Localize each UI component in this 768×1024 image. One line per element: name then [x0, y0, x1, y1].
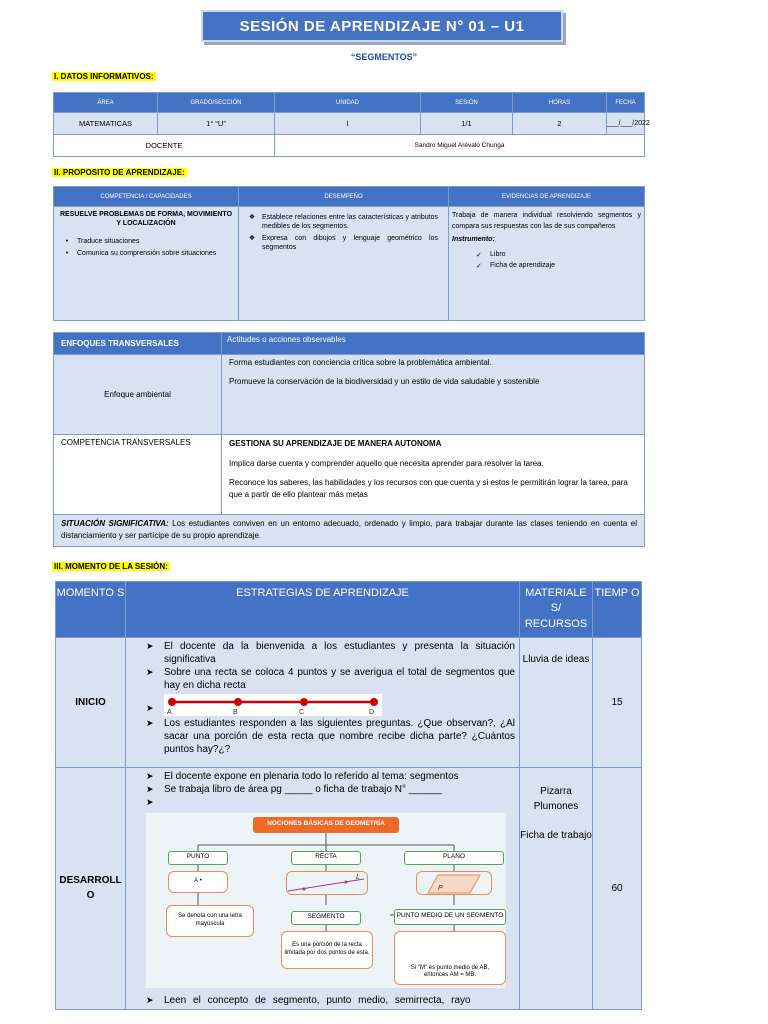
enfoque-name: Enfoque ambiental [54, 355, 222, 435]
segmento-desc-box: Es una porción de la recta limitada por dos puntos de esta. [281, 931, 373, 969]
instrumento-item: Libro [490, 251, 506, 259]
datos-header: ÁREA [54, 93, 158, 113]
materiales-inicio: Lluvia de ideas [520, 638, 593, 768]
datos-header: UNIDAD [275, 93, 421, 113]
plano-box: PLANO [404, 851, 504, 865]
enfoques-header: ENFOQUES TRANSVERSALES [54, 333, 222, 355]
momento-desarrollo: DESARROLL O [56, 768, 126, 1010]
datos-header: SESIÓN [421, 93, 513, 113]
diamond-bullet-icon: ❖ [248, 235, 256, 243]
momentos-header: MOMENTO S [56, 582, 126, 638]
plano-letter: P [438, 884, 443, 892]
recta-figure-box [286, 871, 368, 895]
punto-figure-box: A • [168, 871, 228, 893]
datos-cell: 1/1 [421, 113, 513, 135]
evidencia-cell [449, 207, 645, 321]
arrow-bullet-icon: ➤ [146, 771, 154, 781]
datos-cell: ___/___/2022 [607, 113, 645, 135]
enfoque-item: Promueve la conservación de la biodiversidad y un estilo de vida saludable y sostenible [229, 377, 540, 387]
estrategia-item: Los estudiantes responden a las siguientes preguntas. ¿Que observan?, ¿Al sacar una porción de esta recta que nombre recibe dicha parte? ¿Cuántos puntos hay?¿? [164, 717, 515, 755]
arrow-bullet-icon: ➤ [146, 667, 154, 677]
enfoque-item: Forma estudiantes con conciencia crítica sobre la problemática ambiental. [229, 358, 492, 367]
arrow-bullet-icon: ➤ [146, 994, 154, 1005]
diagram-title: NOCIONES BÁSICAS DE GEOMETRÍA [253, 817, 399, 833]
diamond-bullet-icon: ❖ [248, 214, 256, 221]
recta-box: RECTA [291, 851, 361, 865]
punto-medio-box: PUNTO MEDIO DE UN SEGMENTO [394, 909, 506, 925]
arrow-bullet-icon: ➤ [146, 703, 154, 713]
proposito-header: EVIDENCIAS DE APRENDIZAJE [449, 187, 645, 207]
competencia-transversal-title: GESTIONA SU APRENDIZAJE DE MANERA AUTONOMA [229, 439, 442, 448]
competencia-transversal-content [222, 435, 645, 515]
desempeno-item: Expresa con dibujos y lenguaje geométrico los segmentos [262, 235, 438, 252]
situacion-significativa [54, 515, 645, 547]
tiempo-inicio: 15 [593, 638, 642, 768]
momentos-header: TIEMP O [593, 582, 642, 638]
point-label: D [369, 709, 375, 716]
competencia-transversal-label: COMPETENCIA TRANSVERSALES [54, 435, 222, 515]
datos-cell: 1° “U” [158, 113, 275, 135]
session-subtitle: “SEGMENTOS” [350, 52, 418, 62]
datos-cell: I [275, 113, 421, 135]
momentos-header: MATERIALE S/ RECURSOS [520, 582, 593, 638]
punto-box: PUNTO [168, 851, 228, 865]
estrategia-item: Sobre una recta se coloca 4 puntos y se averigua el total de segmentos que hay en dicha recta [164, 667, 515, 691]
capacidad-item: Traduce situaciones [77, 237, 140, 245]
competencia-title: RESUELVE PROBLEMAS DE FORMA, MOVIMIENTO Y LOCALIZACIÓN [59, 211, 233, 228]
instrumento-item: Ficha de aprendizaje [490, 262, 555, 270]
evidencia-text: Trabaja de manera individual resolviendo segmentos y compara sus respuestas con las de sus compañeros [452, 212, 641, 231]
arrow-bullet-icon: ➤ [146, 641, 154, 651]
competencia-transversal-item: Implica darse cuenta y comprender aquello que necesita aprender para resolver la tarea. [229, 458, 544, 468]
proposito-header: COMPETENCIA / CAPACIDADES [54, 187, 239, 207]
bullet-icon: • [65, 249, 69, 257]
momento-inicio: INICIO [56, 638, 126, 768]
estrategia-item: El docente expone en plenaria todo lo referido al tema: segmentos [164, 771, 459, 782]
estrategias-inicio [126, 638, 520, 768]
recta-letter: L [356, 873, 360, 881]
section-momento-label: III. MOMENTO DE LA SESIÓN: [54, 562, 168, 571]
materiales-desarrollo [520, 768, 593, 1010]
tiempo-desarrollo: 60 [593, 768, 642, 1010]
arrow-bullet-icon: ➤ [146, 797, 154, 807]
session-title [201, 10, 563, 42]
desempeno-cell [239, 207, 449, 321]
datos-table [53, 92, 650, 157]
plano-figure-box [416, 871, 492, 895]
material-item: Pizarra [540, 786, 572, 797]
datos-header: HORAS [513, 93, 607, 113]
momentos-header: ESTRATEGIAS DE APRENDIZAJE [126, 582, 520, 638]
momentos-table [55, 581, 642, 1010]
punto-medio-desc-box [394, 931, 506, 985]
section-proposito-label: II. PROPOSITO DE APRENDIZAJE: [54, 168, 185, 177]
desempeno-item: Establece relaciones entre las características y atributos medibles de los segmentos. [262, 214, 438, 231]
material-item: Ficha de trabajo [520, 830, 592, 841]
pm-desc-line: entonces AM = MB. [423, 972, 477, 979]
instrumento-label: Instrumento: [452, 236, 495, 244]
estrategia-item [164, 796, 515, 809]
proposito-header: DESEMPEÑO [239, 187, 449, 207]
situacion-text: Los estudiantes conviven en un entorno adecuado, ordenado y limpio, para trabajar durante las clases teniendo en cuenta el distanciamiento y ser partícipe de su propio aprendizaje. [61, 519, 637, 541]
point-label: A [167, 709, 172, 716]
bullet-icon: • [65, 237, 69, 245]
check-icon: ✓ [476, 263, 482, 271]
competencia-transversal-item: Reconoce los saberes, las habilidades y los recursos con que cuenta y si estos le permitirán lograr la tarea, para que a partir de ello plantear más metas [229, 478, 628, 499]
enfoques-table [53, 332, 645, 547]
punto-letter: A [194, 877, 199, 884]
estrategia-item [164, 702, 515, 715]
segmento-box: SEGMENTO [291, 911, 361, 925]
estrategias-desarrollo [126, 768, 520, 1010]
capacidad-item: Comunica su comprensión sobre situaciones [77, 249, 217, 257]
material-item: Plumones [533, 801, 579, 812]
arrow-bullet-icon: ➤ [146, 717, 154, 728]
point-label: B [233, 709, 238, 716]
section-datos-label: I. DATOS INFORMATIVOS: [54, 72, 154, 81]
estrategia-item: Se trabaja libro de área pg _____ o ficha de trabajo N° ______ [164, 784, 443, 795]
datos-cell: MATEMATICAS [54, 113, 158, 135]
arrow-bullet-icon: ➤ [146, 784, 154, 794]
session-title-text: SESIÓN DE APRENDIZAJE N° 01 – U1 [239, 17, 525, 35]
competencia-cell [54, 207, 239, 321]
check-icon: ✓ [476, 252, 482, 260]
situacion-label: SITUACIÓN SIGNIFICATIVA: [61, 519, 169, 528]
datos-header: GRADO/SECCIÓN [158, 93, 275, 113]
geometry-notions-diagram [146, 813, 506, 988]
pm-desc-line: Si "M" es punto medio de AB, [410, 964, 490, 971]
actitudes-header: Actitudes o acciones observables [222, 333, 645, 355]
datos-cell: 2 [513, 113, 607, 135]
proposito-table [53, 186, 645, 321]
docente-name: Sandro Miguel Arévalo Chunga [275, 135, 645, 157]
datos-header: FECHA [607, 93, 645, 113]
punto-desc-box: Se denota con una letra mayúscula [166, 905, 254, 937]
estrategia-item: Leen el concepto de segmento, punto medio, semirrecta, rayo [164, 994, 471, 1006]
docente-label: DOCENTE [54, 135, 275, 157]
enfoque-actitudes [222, 355, 645, 435]
point-label: C [299, 709, 305, 716]
estrategia-item: El docente da la bienvenida a los estudiantes y presenta la situación significativa [164, 641, 515, 665]
